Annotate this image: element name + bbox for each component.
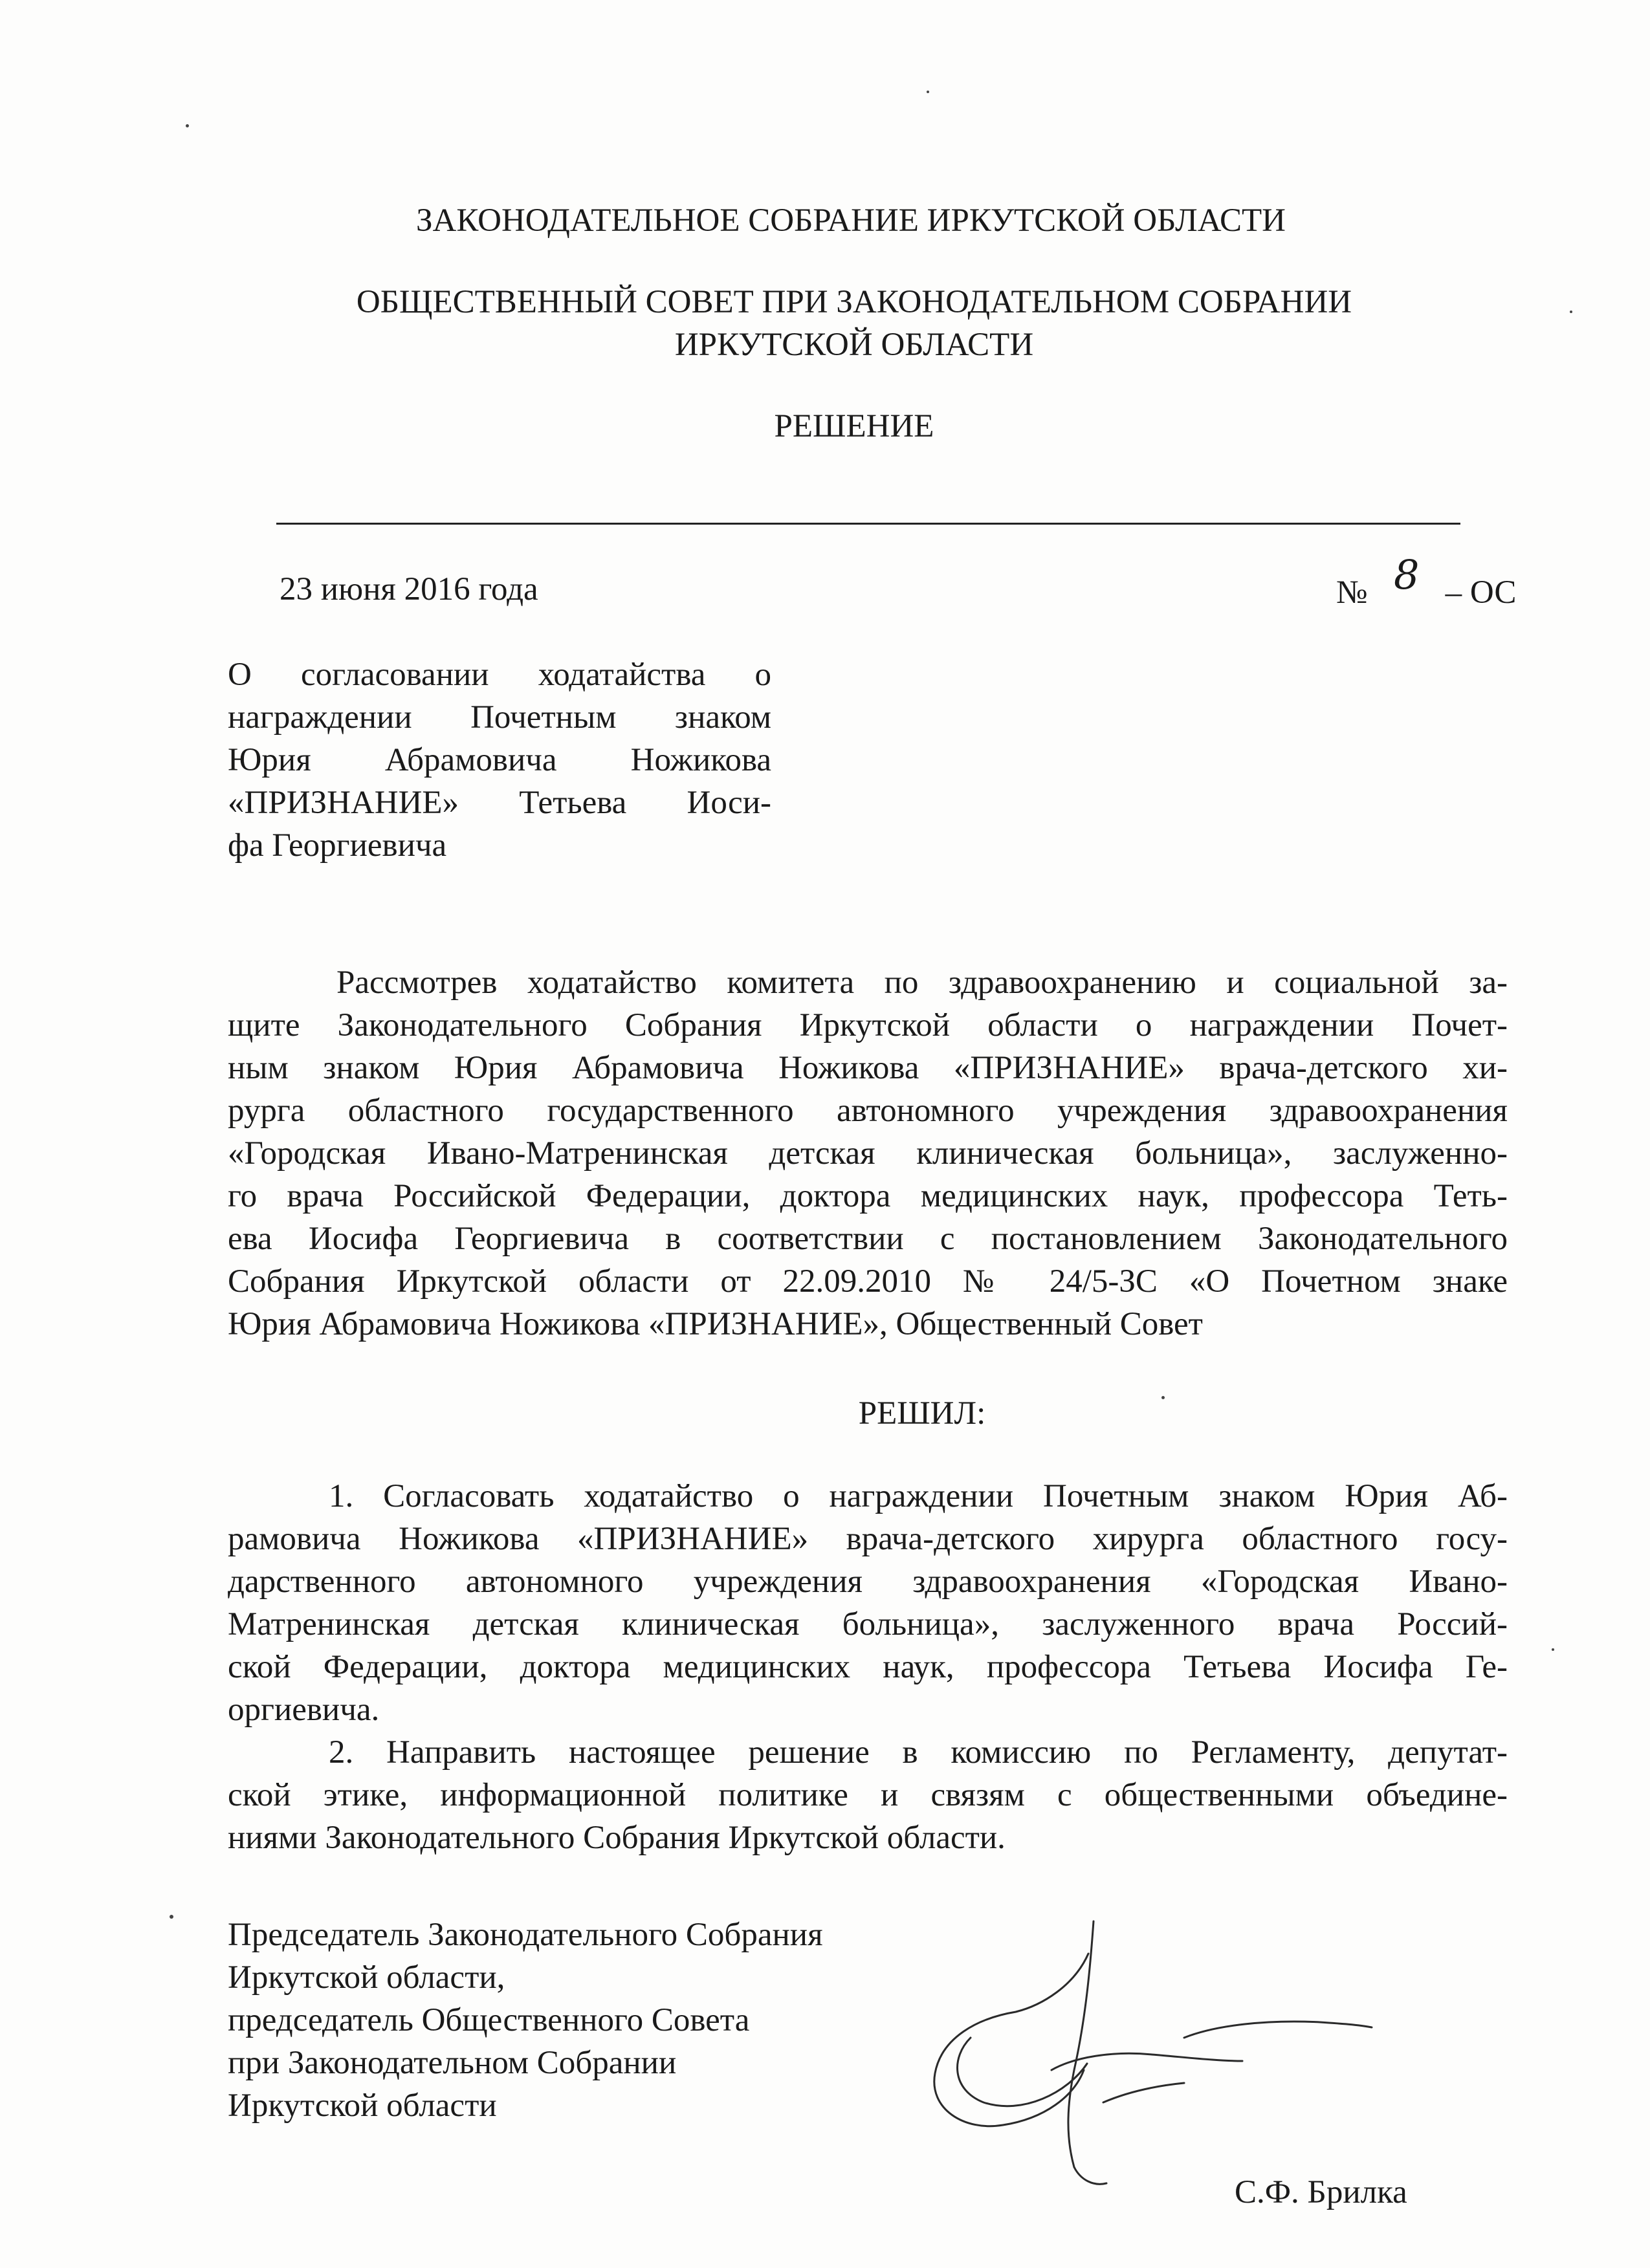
item-line: ской Федерации, доктора медицинских наук, профессора Тетьева Иосифа Ге-: [228, 1649, 1508, 1685]
preamble-line: го врача Российской Федерации, доктора медицинских наук, профессора Теть-: [228, 1178, 1508, 1214]
signatory-title-line: при Законодательном Собрании: [228, 2045, 677, 2081]
decision-subject: [228, 653, 771, 867]
scan-speck: [170, 1915, 173, 1919]
preamble-paragraph: [228, 961, 1508, 1346]
resolved-heading: РЕШИЛ:: [858, 1395, 986, 1432]
preamble-line: ева Иосифа Георгиевича в соответствии с постановлением Законодательного: [228, 1221, 1508, 1257]
subject-line: Юрия Абрамовича Ножикова: [228, 742, 771, 778]
preamble-line: Рассмотрев ходатайство комитета по здравоохранению и социальной за-: [336, 965, 1508, 1001]
header-divider: [276, 523, 1460, 525]
item-line: дарственного автономного учреждения здравоохранения «Городская Ивано-: [228, 1564, 1508, 1600]
preamble-line: рурга областного государственного автономного учреждения здравоохранения: [228, 1093, 1508, 1129]
item-line: 1. Согласовать ходатайство о награждении Почетным знаком Юрия Аб-: [329, 1478, 1508, 1514]
decision-date: 23 июня 2016 года: [280, 571, 538, 607]
scan-speck: [186, 124, 189, 127]
preamble-line: ным знаком Юрия Абрамовича Ножикова «ПРИЗНАНИЕ» врача-детского хи-: [228, 1050, 1508, 1086]
item-line: рамовича Ножикова «ПРИЗНАНИЕ» врача-детского хирурга областного госу-: [228, 1521, 1508, 1557]
document-type-heading: РЕШЕНИЕ: [774, 408, 934, 444]
subject-line: награждении Почетным знаком: [228, 699, 771, 736]
signatory-title-line: Иркутской области,: [228, 1959, 505, 1996]
subject-line: О согласовании ходатайства о: [228, 657, 771, 693]
decision-item-2: [228, 1731, 1508, 1859]
assembly-heading: ЗАКОНОДАТЕЛЬНОЕ СОБРАНИЕ ИРКУТСКОЙ ОБЛАСТИ: [415, 202, 1286, 239]
decision-item-1: [228, 1475, 1508, 1731]
signatory-title-line: Иркутской области: [228, 2088, 497, 2124]
preamble-line: щите Законодательного Собрания Иркутской области о награждении Почет-: [228, 1007, 1508, 1043]
scan-speck: [1552, 1648, 1554, 1651]
preamble-line: Собрания Иркутской области от 22.09.2010 № 24/5-ЗС «О Почетном знаке: [228, 1263, 1508, 1300]
signatory-title-line: председатель Общественного Совета: [228, 2002, 750, 2038]
item-line: 2. Направить настоящее решение в комиссию по Регламенту, депутат-: [329, 1734, 1508, 1771]
council-heading-line2: ИРКУТСКОЙ ОБЛАСТИ: [674, 327, 1034, 363]
item-line: ниями Законодательного Собрания Иркутской области.: [228, 1820, 1006, 1856]
signatory-title-line: Председатель Законодательного Собрания: [228, 1917, 823, 1953]
scan-speck: [927, 91, 929, 93]
council-heading-line1: ОБЩЕСТВЕННЫЙ СОВЕТ ПРИ ЗАКОНОДАТЕЛЬНОМ СОБРАНИИ: [356, 284, 1352, 320]
item-line: ской этике, информационной политике и связям с общественными объедине-: [228, 1777, 1508, 1813]
handwritten-number: 8: [1393, 551, 1420, 598]
item-line: оргиевича.: [228, 1692, 380, 1728]
number-suffix: – ОС: [1445, 574, 1517, 611]
signatory-name: С.Ф. Брилка: [1235, 2174, 1407, 2210]
preamble-line: «Городская Ивано-Матренинская детская клиническая больница», заслуженно-: [228, 1135, 1508, 1172]
subject-line: фа Георгиевича: [228, 827, 447, 864]
decision-number: [1336, 551, 1517, 614]
preamble-line: Юрия Абрамовича Ножикова «ПРИЗНАНИЕ», Общественный Совет: [228, 1306, 1203, 1342]
subject-line: «ПРИЗНАНИЕ» Тетьева Иоси-: [228, 785, 771, 821]
number-sign: №: [1336, 574, 1368, 611]
signatory-title: [228, 1914, 823, 2127]
item-line: Матренинская детская клиническая больница», заслуженного врача Россий-: [228, 1606, 1508, 1642]
